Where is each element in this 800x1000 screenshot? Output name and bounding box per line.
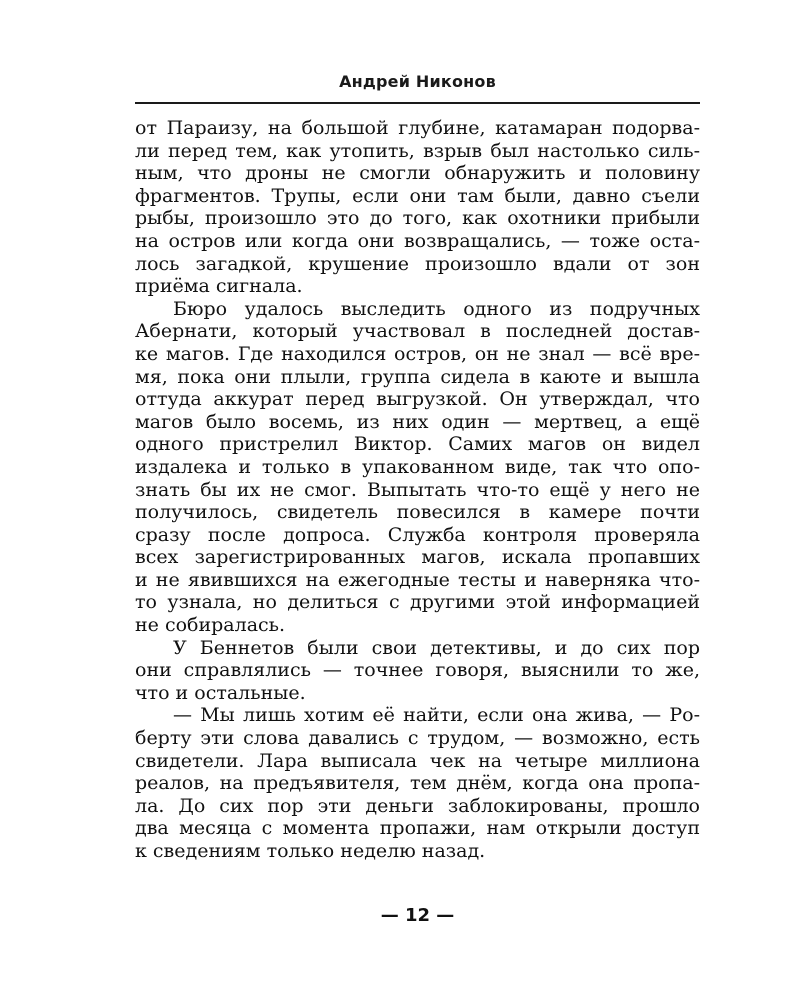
text-line: ла. До сих пор эти деньги заблокированы, прошло (135, 794, 700, 817)
page-number: — 12 — (380, 905, 455, 926)
text-line: ке магов. Где находился остров, он не знал — всё вре- (135, 342, 700, 365)
text-line: всех зарегистрированных магов, искала пропавших (135, 546, 700, 569)
text-line: сразу после допроса. Служба контроля проверяла (135, 523, 700, 546)
text-line: фрагментов. Трупы, если они там были, давно съели (135, 184, 700, 207)
text-line: реалов, на предъявителя, тем днём, когда она пропа- (135, 772, 700, 795)
text-line: лось загадкой, крушение произошло вдали от зон (135, 252, 700, 275)
text-line: ным, что дроны не смогли обнаружить и половину (135, 162, 700, 185)
text-line: Абернати, который участвовал в последней достав- (135, 320, 700, 343)
text-line: они справлялись — точнее говоря, выяснили то же, (135, 659, 700, 682)
text-line: что и остальные. (135, 681, 306, 704)
text-line: на остров или когда они возвращались, — тоже оста- (135, 229, 700, 252)
text-line: знать бы их не смог. Выпытать что-то ещё у него не (135, 478, 700, 501)
text-line: Бюро удалось выследить одного из подручных (173, 297, 700, 320)
text-line: от Параизу, на большой глубине, катамаран подорва- (135, 117, 700, 139)
header-rule (135, 102, 700, 104)
text-line: — Мы лишь хотим её найти, если она жива, — Ро- (173, 704, 700, 727)
text-line: не собиралась. (135, 614, 286, 637)
text-line: берту эти слова давались с трудом, — возможно, есть (135, 727, 700, 750)
body-text (135, 117, 700, 863)
text-line: оттуда аккурат перед выгрузкой. Он утверждал, что (135, 388, 700, 411)
text-line: то узнала, но делиться с другими этой информацией (135, 591, 700, 614)
paragraph (135, 298, 700, 637)
text-line: магов было восемь, из них один — мертвец, а ещё (135, 410, 700, 433)
text-line: и не явившихся на ежегодные тесты и наверняка что- (135, 568, 700, 591)
text-line: мя, пока они плыли, группа сидела в каюте и вышла (135, 365, 700, 388)
text-line: к сведениям только неделю назад. (135, 840, 486, 862)
text-line: одного пристрелил Виктор. Самих магов он видел (135, 433, 700, 456)
running-head-author: Андрей Никонов (339, 72, 496, 91)
text-line: получилось, свидетель повесился в камере почти (135, 501, 700, 524)
text-line: ли перед тем, как утопить, взрыв был настолько силь- (135, 139, 700, 162)
paragraph (135, 637, 700, 705)
text-line: приёма сигнала. (135, 275, 303, 298)
text-line: издалека и только в упакованном виде, так что опо- (135, 455, 700, 478)
text-line: У Беннетов были свои детективы, и до сих пор (173, 636, 700, 659)
paragraph (135, 704, 700, 862)
text-line: рыбы, произошло это до того, как охотники прибыли (135, 207, 700, 230)
paragraph (135, 117, 700, 298)
text-line: свидетели. Лара выписала чек на четыре миллиона (135, 749, 700, 772)
text-line: два месяца с момента пропажи, нам открыли доступ (135, 817, 700, 840)
